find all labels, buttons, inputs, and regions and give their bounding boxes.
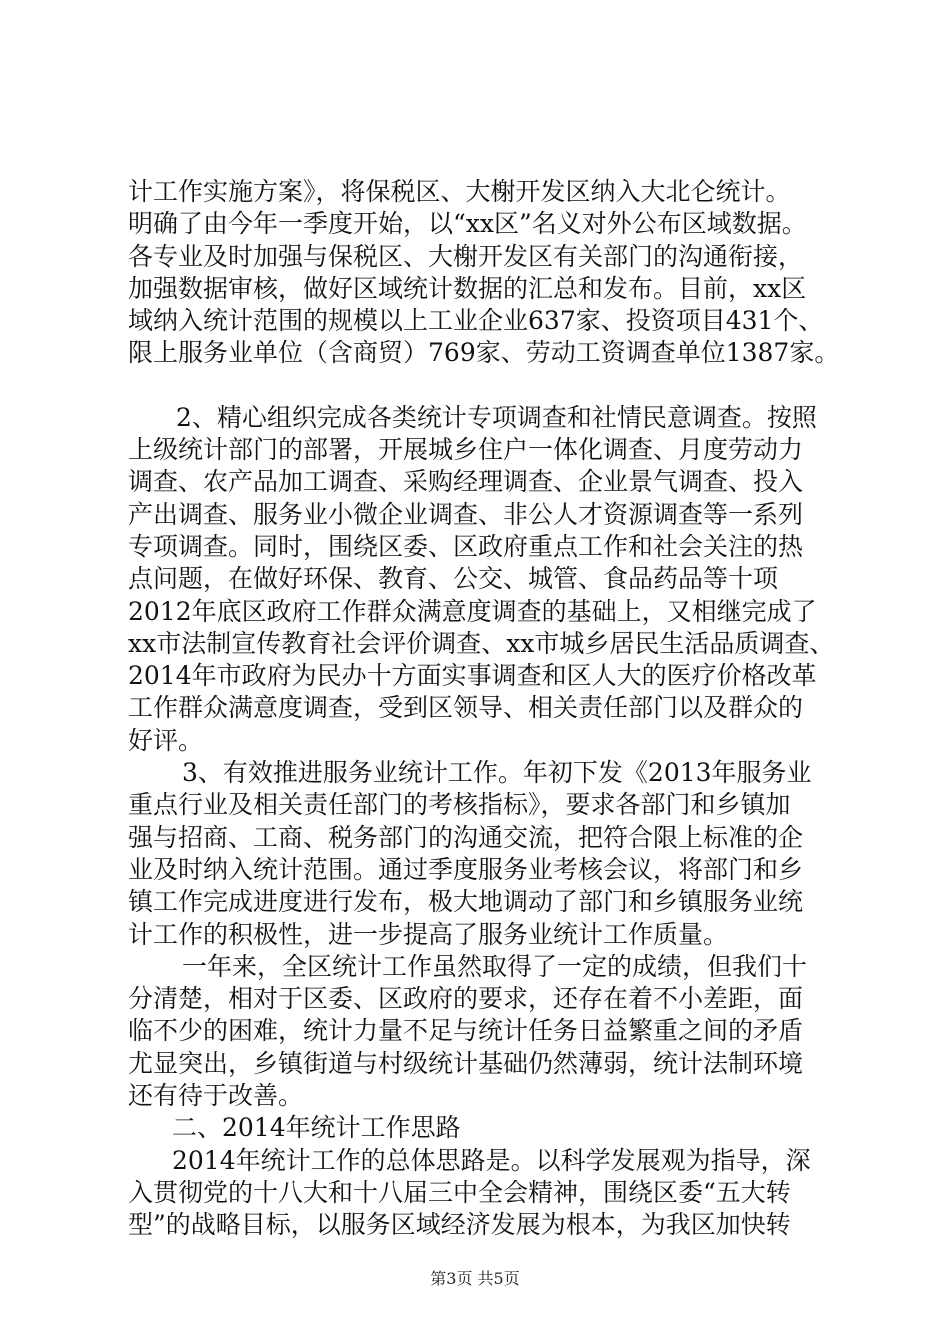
text-line: 强与招商、工商、税务部门的沟通交流，把符合限上标准的企 (128, 822, 804, 852)
text-line: 2014年统计工作的总体思路是。以科学发展观为指导，深 (172, 1145, 811, 1175)
text-line: 调查、农产品加工调查、采购经理调查、企业景气调查、投入 (128, 467, 804, 497)
text-line: 二、2014年统计工作思路 (172, 1113, 461, 1143)
text-line: 产出调查、服务业小微企业调查、非公人才资源调查等一系列 (128, 499, 804, 529)
text-line: 专项调查。同时，围绕区委、区政府重点工作和社会关注的热 (128, 531, 804, 561)
text-line: 3、有效推进服务业统计工作。年初下发《2013年服务业 (182, 758, 812, 788)
paragraph-3 (128, 757, 828, 951)
text-line: 加强数据审核，做好区域统计数据的汇总和发布。目前，xx区 (128, 273, 807, 303)
text-line: 临不少的困难，统计力量不足与统计任务日益繁重之间的矛盾 (128, 1016, 804, 1046)
paragraph-4 (128, 951, 828, 1112)
text-line: 还有待于改善。 (128, 1081, 304, 1111)
text-line: 一年来，全区统计工作虽然取得了一定的成绩，但我们十 (182, 951, 808, 981)
paragraph-6 (128, 1145, 828, 1242)
paragraph-gap (128, 370, 828, 402)
text-line: 重点行业及相关责任部门的考核指标》，要求各部门和乡镇加 (128, 790, 791, 820)
text-line: 明确了由今年一季度开始，以“xx区”名义对外公布区域数据。 (128, 209, 807, 239)
paragraph-2 (128, 402, 835, 757)
paragraph-1 (128, 176, 840, 370)
text-line: 尤显突出，乡镇街道与村级统计基础仍然薄弱，统计法制环境 (128, 1048, 804, 1078)
section-heading (128, 1112, 828, 1144)
document-body (128, 176, 840, 1242)
text-line: 入贯彻党的十八大和十八届三中全会精神，围绕区委“五大转 (128, 1177, 791, 1207)
text-line: 好评。 (128, 725, 204, 755)
text-line: 上级统计部门的部署，开展城乡住户一体化调查、月度劳动力 (128, 435, 804, 465)
text-line: 2012年底区政府工作群众满意度调查的基础上，又相继完成了 (128, 596, 817, 626)
text-line: xx市法制宣传教育社会评价调查、xx市城乡居民生活品质调查、 (128, 628, 835, 658)
text-line: 业及时纳入统计范围。通过季度服务业考核会议，将部门和乡 (128, 854, 804, 884)
text-line: 计工作实施方案》，将保税区、大榭开发区纳入大北仑统计。 (128, 177, 791, 206)
text-line: 2014年市政府为民办十方面实事调查和区人大的医疗价格改革 (128, 661, 817, 691)
text-line: 域纳入统计范围的规模以上工业企业637家、投资项目431个、 (128, 306, 824, 336)
text-line: 点问题，在做好环保、教育、公交、城管、食品药品等十项 (128, 564, 779, 594)
text-line: 工作群众满意度调查，受到区领导、相关责任部门以及群众的 (128, 693, 804, 723)
text-line: 镇工作完成进度进行发布，极大地调动了部门和乡镇服务业统 (128, 887, 804, 917)
text-line: 计工作的积极性，进一步提高了服务业统计工作质量。 (128, 919, 729, 949)
text-line: 2、精心组织完成各类统计专项调查和社情民意调查。按照 (176, 402, 817, 432)
text-line: 限上服务业单位（含商贸）769家、劳动工资调查单位1387家。 (128, 338, 840, 368)
page-number-footer: 第3页 共5页 (430, 1269, 520, 1288)
text-line: 型”的战略目标，以服务区域经济发展为根本，为我区加快转 (128, 1210, 791, 1240)
text-line: 分清楚，相对于区委、区政府的要求，还存在着不小差距，面 (128, 984, 804, 1014)
text-line: 各专业及时加强与保税区、大榭开发区有关部门的沟通衔接， (128, 241, 804, 271)
